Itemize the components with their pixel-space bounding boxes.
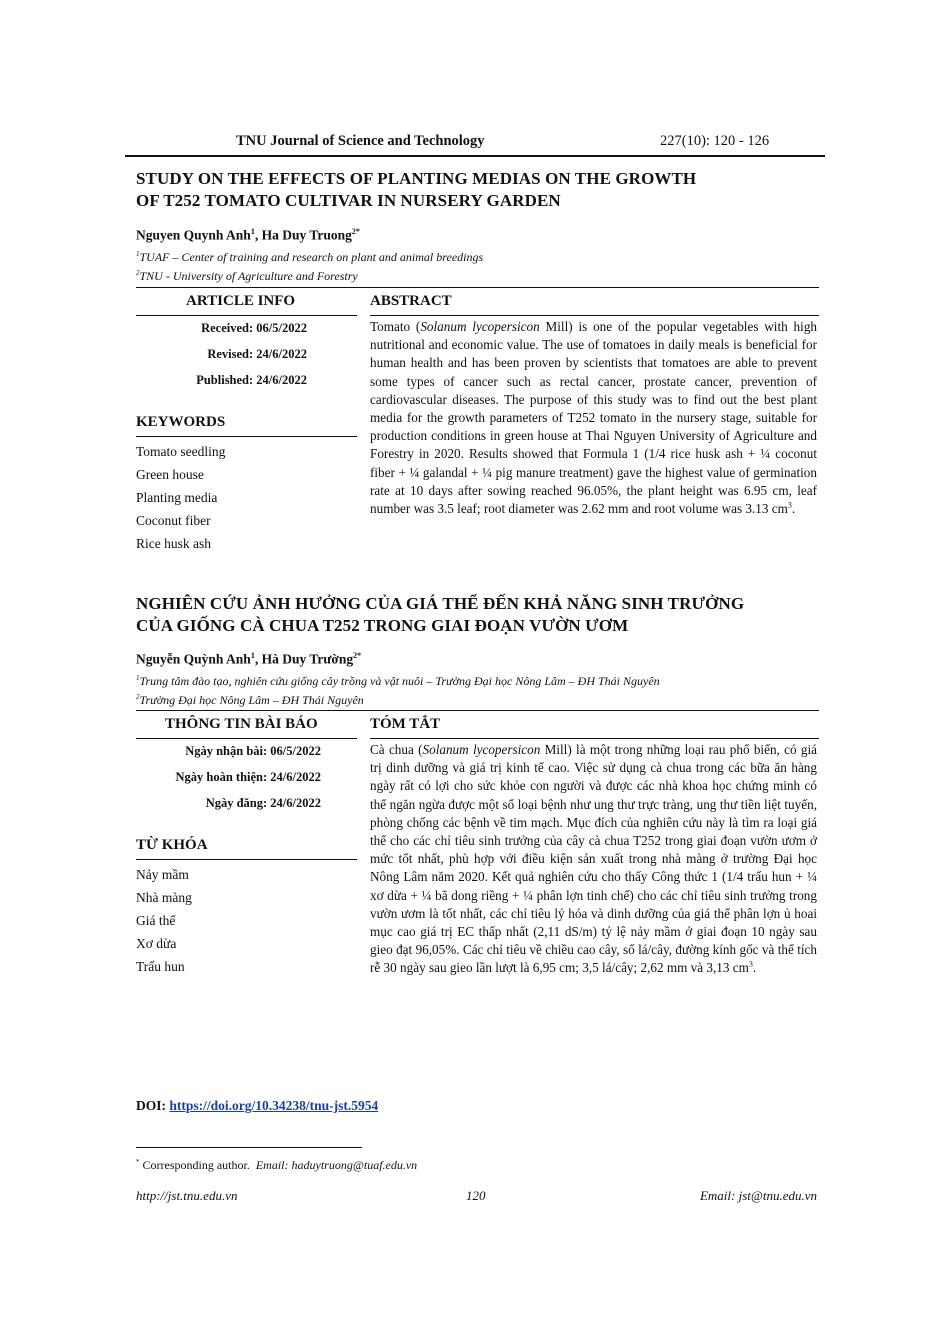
abstract-text: .	[752, 960, 757, 976]
author-separator: ,	[254, 227, 262, 243]
affiliation-2	[136, 689, 660, 708]
corresponding-author-footnote	[136, 1158, 417, 1173]
affiliation-2-text: TNU - University of Agriculture and Forestry	[139, 269, 358, 283]
vietnamese-title-line-1: NGHIÊN CỨU ẢNH HƯỞNG CỦA GIÁ THỂ ĐẾN KHẢ NĂNG SINH TRƯỞNG	[136, 594, 745, 613]
keywords-rule	[136, 436, 357, 437]
abstract-heading: TÓM TẮT	[370, 716, 441, 732]
column-rule-right	[370, 738, 819, 739]
vietnamese-title-line-2: CỦA GIỐNG CÀ CHUA T252 TRONG GIAI ĐOẠN VƯỜN ƯƠM	[136, 616, 629, 635]
affil-mark: 1	[136, 674, 140, 682]
header-rule	[125, 155, 825, 157]
affiliation-1-text: TUAF – Center of training and research on plant and animal breedings	[139, 250, 484, 264]
article-dates	[196, 315, 307, 393]
keyword: Nhà màng	[136, 890, 192, 905]
affil-mark: 1	[136, 250, 140, 258]
keyword: Giá thể	[136, 913, 176, 928]
journal-name: TNU Journal of Science and Technology	[236, 133, 485, 149]
section-rule	[136, 287, 819, 288]
affil-mark: 2	[136, 269, 140, 277]
affiliation-1-text: Trung tâm đào tạo, nghiên cứu giống cây trồng và vật nuôi – Trường Đại học Nông Lâm – ĐH Thái Nguyên	[139, 674, 660, 688]
author-1: Nguyễn Quỳnh Anh	[136, 651, 251, 667]
volume-issue-pages: 227(10): 120 - 126	[660, 133, 770, 149]
footnote-rule	[136, 1147, 362, 1148]
species-name: Solanum lycopersicon	[422, 742, 541, 757]
author-1-affil-mark: 1	[250, 651, 255, 660]
section-rule	[136, 710, 819, 711]
keywords-list	[136, 863, 192, 978]
author-2: Hà Duy Trường	[261, 651, 354, 667]
keywords-heading: KEYWORDS	[136, 414, 226, 430]
english-affiliations	[136, 246, 483, 284]
author-separator: ,	[254, 651, 262, 667]
abstract-text: Mill) là một trong những loại rau phổ biến, có giá trị dinh dưỡng và giá trị kinh tế cao. Việc sử dụng cà chua trong các bữa ăn hàng ngày rất có lợi cho sức khỏe con người và được các nhà khoa học chứng minh có thể ngăn ngừa được một số loại bệnh như ung thư trực tràng, ung thư tiền liệt tuyến, phòng chống các bệnh về tim mạch. Mục đích của nghiên cứu này là tìm ra loại giá thể cho các chỉ tiêu sinh trưởng của cây cà chua T252 trong giai đoạn vườn ươm ở mức tốt nhất, phù hợp với điều kiện sản xuất trong nhà màng ở trường Đại học Nông Lâm năm 2020. Kết quả nghiên cứu cho thấy Công thức 1 (1/4 trấu hun + ¼ xơ dừa + ¼ bã dong riềng + ¼ phân lợn tinh chế) cho các chỉ tiêu sinh trưởng trong vườn ươm là tốt nhất, các chỉ tiêu lý hóa và dinh dưỡng của giá thể phân lợn ủ hoai mục cao giá trị EC thấp nhất (2,11 dS/m) tỷ lệ nảy mầm ở giai đoạn 10 ngày sau gieo đạt 96,05%. Các chỉ tiêu về chiều cao cây, số lá/cây, đường kính gốc và thể tích rễ 30 ngày sau gieo lần lượt là 6,95 cm; 3,5 lá/cây; 2,62 mm và 3,13 cm	[370, 742, 817, 976]
published-date: Ngày đăng: 24/6/2022	[205, 796, 321, 810]
english-title-line-1: STUDY ON THE EFFECTS OF PLANTING MEDIAS ON THE GROWTH	[136, 169, 697, 188]
footnote-label: Corresponding author.	[139, 1158, 250, 1172]
footnote-email: Email: haduytruong@tuaf.edu.vn	[255, 1158, 418, 1172]
affiliation-1	[136, 246, 483, 265]
affiliation-2	[136, 265, 483, 284]
affiliation-2-text: Trường Đại học Nông Lâm – ĐH Thái Nguyên	[139, 693, 364, 707]
author-1: Nguyen Quynh Anh	[136, 227, 251, 243]
abstract-text: Tomato (	[370, 319, 421, 334]
footer-page-number: 120	[466, 1188, 486, 1203]
superscript: 3	[748, 960, 753, 970]
keyword: Xơ dừa	[136, 936, 177, 951]
english-abstract	[370, 318, 817, 518]
vietnamese-abstract	[370, 741, 817, 978]
keyword: Nảy mầm	[136, 867, 189, 882]
keyword: Green house	[136, 467, 204, 482]
author-2-affil-mark: 2*	[353, 651, 362, 660]
author-1-affil-mark: 1	[250, 227, 255, 236]
english-title	[136, 168, 696, 212]
vietnamese-authors	[136, 651, 361, 668]
species-name: Solanum lycopersicon	[420, 319, 540, 334]
keyword: Tomato seedling	[136, 444, 226, 459]
keywords-heading: TỪ KHÓA	[136, 837, 208, 853]
keyword: Coconut fiber	[136, 513, 211, 528]
footnote-marker: *	[136, 1158, 140, 1166]
keywords-list	[136, 440, 225, 555]
author-2: Ha Duy Truong	[261, 227, 352, 243]
keyword: Rice husk ash	[136, 536, 211, 551]
revised-date: Ngày hoàn thiện: 24/6/2022	[175, 770, 321, 784]
article-info-heading: ARTICLE INFO	[186, 293, 296, 309]
published-date: Published: 24/6/2022	[196, 373, 307, 387]
footer-website: http://jst.tnu.edu.vn	[136, 1188, 238, 1203]
keyword: Trấu hun	[136, 959, 185, 974]
affiliation-1	[136, 670, 660, 689]
english-title-line-2: OF T252 TOMATO CULTIVAR IN NURSERY GARDEN	[136, 191, 561, 210]
received-date: Ngày nhận bài: 06/5/2022	[185, 744, 321, 758]
footer-email: Email: jst@tnu.edu.vn	[699, 1188, 817, 1203]
revised-date: Revised: 24/6/2022	[207, 347, 307, 361]
abstract-text: Mill) is one of the popular vegetables with high nutritional and economic value. The use of tomatoes in daily meals is beneficial for human health and has been proven by scientists that tomatoes are able to prevent some types of cancer such as rectal cancer, prostate cancer, prevention of cardiovascular diseases. The purpose of this study was to find out the best plant media for the growth parameters of T252 tomato in the nursery stage, suitable for production conditions in green house at Thai Nguyen University of Agriculture and Forestry in 2020. Results showed that Formula 1 (1/4 rice husk ash + ¼ coconut fiber + ¼ galandal + ¼ pig manure treatment) gave the highest value of germination rate at 10 days after sowing reached 96.05%, the plant height was 6.95 cm, leaf number was 3.5 leaf; root diameter was 2.62 mm and root volume was 3.13 cm	[370, 319, 818, 517]
article-dates	[175, 738, 321, 816]
doi-label: DOI:	[136, 1098, 170, 1113]
article-info-heading: THÔNG TIN BÀI BÁO	[165, 716, 318, 732]
doi-link[interactable]: https://doi.org/10.34238/tnu-jst.5954	[169, 1098, 379, 1113]
english-authors	[136, 227, 360, 244]
keywords-rule	[136, 859, 357, 860]
vietnamese-title	[136, 593, 744, 637]
abstract-text: Cà chua (	[370, 742, 423, 757]
author-2-affil-mark: 2*	[351, 227, 360, 236]
abstract-heading: ABSTRACT	[370, 293, 452, 309]
affil-mark: 2	[136, 693, 140, 701]
vietnamese-affiliations	[136, 670, 660, 708]
received-date: Received: 06/5/2022	[201, 321, 307, 335]
doi-line	[136, 1098, 378, 1114]
superscript: 3	[787, 500, 792, 510]
keyword: Planting media	[136, 490, 218, 505]
column-rule-right	[370, 315, 819, 316]
abstract-text: .	[791, 501, 796, 517]
